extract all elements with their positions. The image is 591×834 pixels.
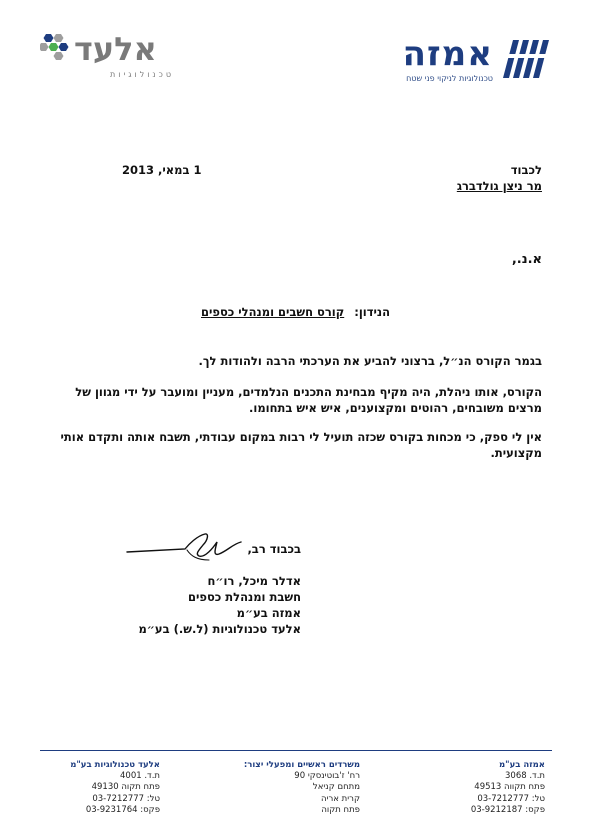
amaza-mark-icon — [499, 40, 549, 78]
addressee-line1: לכבוד — [510, 163, 542, 177]
closing: בכבוד רב, — [247, 542, 301, 556]
subject-line — [0, 305, 591, 319]
footer-headquarters — [230, 760, 360, 816]
footer-left-line: פתח תקוה 49130 — [91, 782, 160, 793]
footer-right-line: טל: 03-7212777 — [477, 793, 545, 804]
footer-left-line: פקס: 03-9231764 — [85, 804, 160, 815]
subject-text: קורס חשבים ומנהלי כספים — [201, 305, 345, 319]
signer-name: אדלר מיכל, רו״ח — [207, 574, 301, 588]
amaza-tagline: טכנולוגיות לניקוי פני שטח — [406, 74, 493, 83]
signer-company-2: אלעד טכנולוגיות (ל.ש.) בע״מ — [138, 622, 301, 636]
letter-date: 1 במאי, 2013 — [122, 163, 202, 177]
handwritten-signature — [125, 530, 243, 566]
body-paragraph-1: בגמר הקורס הנ״ל, ברצוני להביע את הערכתי הרבה ולהודות לך. — [198, 354, 542, 368]
body-paragraph-3: אין לי ספק, כי מכחות בקורס שכזה תועיל לי רבות במקום עבודתי, תשבח אותה ותקדם אותי מקצועית. — [60, 430, 542, 460]
elad-logo — [40, 32, 180, 82]
addressee-name: מר ניצן גולדברג — [456, 179, 542, 193]
greeting: א.נ., — [511, 252, 542, 267]
footer-divider — [40, 750, 552, 751]
footer-left-title: אלעד טכנולוגיות בע"מ — [70, 760, 160, 770]
footer-left-line: טל: 03-7212777 — [92, 793, 160, 804]
subject-label: הנידון: — [354, 305, 390, 319]
footer-right-line: פתח תקווה 49513 — [474, 782, 545, 793]
signer-company-1: אמזה בע״מ — [236, 606, 301, 620]
footer-right-line: פקס: 03-9212187 — [470, 804, 545, 815]
footer-right-line: ת.ד. 3068 — [505, 771, 545, 782]
footer-amaza-address — [425, 760, 545, 816]
signer-title: חשבת ומנהלת כספים — [188, 590, 301, 604]
footer-center-title: משרדים ראשיים ומפעלי יצור: — [243, 760, 360, 770]
elad-tagline: טכנולוגיות — [110, 70, 175, 79]
elad-hex-icon — [40, 32, 76, 60]
footer-center-line: מתחם קניאל — [312, 782, 360, 793]
body-paragraph-2: הקורס, אותו ניהלת, היה מקיף מבחינת התכנים הנלמדים, מעניין ומועבר על ידי מגוון של מרצים משובחים, רהוטים ומקצוענים, איש איש בתחומו. — [75, 385, 542, 415]
footer-center-line: קרית אריה — [321, 793, 360, 804]
amaza-brand: אמזה — [402, 34, 493, 74]
footer-left-line: ת.ד. 4001 — [120, 771, 160, 782]
footer-center-line: רח' ז'בוטינסקי 90 — [294, 771, 360, 782]
footer-elad-address — [40, 760, 160, 816]
footer-center-line: פתח תקוה — [321, 804, 360, 815]
elad-brand: אלעד — [74, 30, 157, 68]
footer-right-title: אמזה בע"מ — [499, 760, 545, 770]
amaza-logo — [349, 34, 549, 86]
